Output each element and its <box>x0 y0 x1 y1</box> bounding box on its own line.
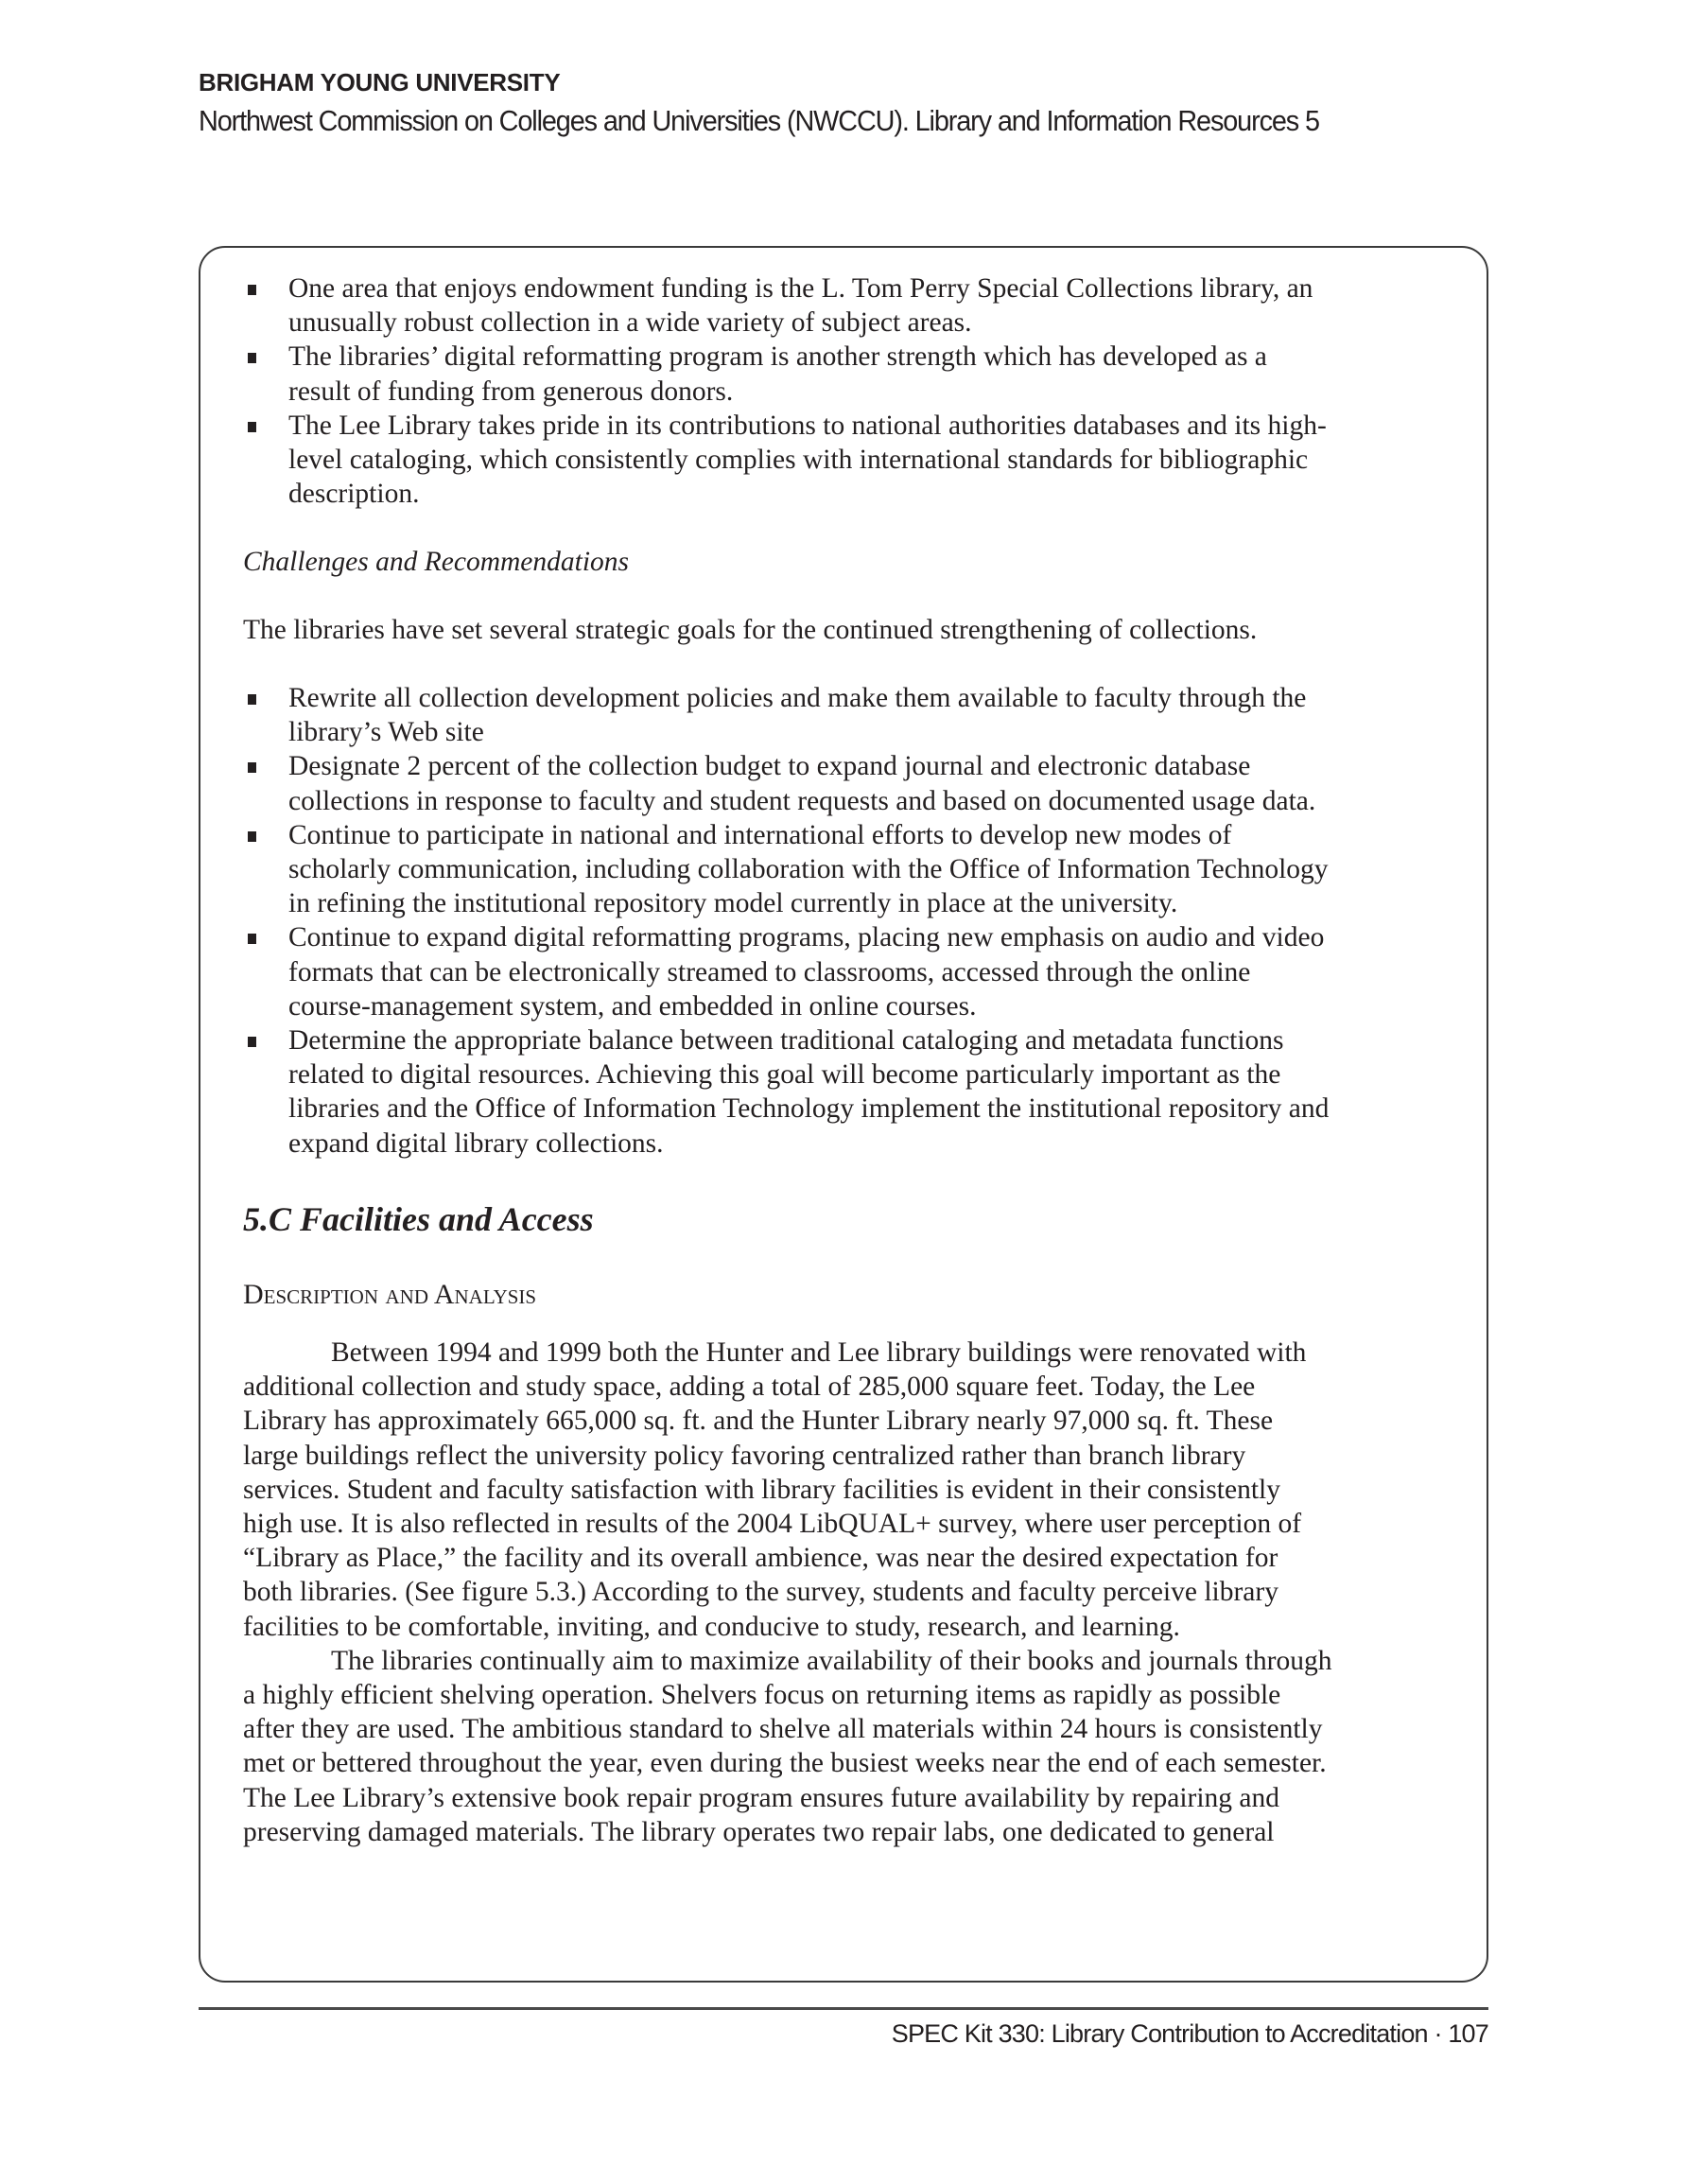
list-item-line: collections in response to faculty and student requests and based on documented usage data. <box>288 785 1316 816</box>
list-item-line: description. <box>288 479 420 510</box>
paragraph-line: preserving damaged materials. The library operates two repair labs, one dedicated to general <box>243 1816 1275 1847</box>
paragraph-line: large buildings reflect the university policy favoring centralized rather than branch library <box>243 1440 1246 1471</box>
paragraph-line: The Lee Library’s extensive book repair program ensures future availability by repairing and <box>243 1782 1280 1813</box>
list-item-line: Continue to expand digital reformatting programs, placing new emphasis on audio and video <box>288 922 1325 953</box>
paragraph-line: facilities to be comfortable, inviting, and conducive to study, research, and learning. <box>243 1611 1180 1642</box>
list-item-line: result of funding from generous donors. <box>288 376 734 407</box>
intro-text: The libraries have set several strategic goals for the continued strengthening of collections. <box>243 615 1258 645</box>
list-item-line: Rewrite all collection development policies and make them available to faculty through the <box>288 683 1307 713</box>
paragraph-line: services. Student and faculty satisfaction with library facilities is evident in their consistently <box>243 1474 1280 1505</box>
paragraph-line: met or bettered throughout the year, even during the busiest weeks near the end of each semester. <box>243 1748 1327 1779</box>
bullet-square-icon <box>248 1037 256 1047</box>
list-item-line: Determine the appropriate balance between traditional cataloging and metadata functions <box>288 1025 1284 1056</box>
list-item-line: Designate 2 percent of the collection budget to expand journal and electronic database <box>288 751 1251 782</box>
list-item-line: formats that can be electronically streamed to classrooms, accessed through the online <box>288 956 1251 987</box>
bullet-square-icon <box>248 285 256 295</box>
bullet-square-icon <box>248 694 256 705</box>
section-subheading: Description and Analysis <box>243 1279 537 1310</box>
page-footer: SPEC Kit 330: Library Contribution to Accreditation · 107 <box>891 2019 1488 2048</box>
paragraph-line: The libraries continually aim to maximize availability of their books and journals through <box>331 1645 1332 1676</box>
list-item-line: library’s Web site <box>288 717 484 748</box>
bullet-square-icon <box>248 934 256 944</box>
subsection-heading: Challenges and Recommendations <box>243 547 630 577</box>
paragraph-line: “Library as Place,” the facility and its overall ambience, was near the desired expectation for <box>243 1543 1278 1574</box>
list-item-line: expand digital library collections. <box>288 1127 664 1159</box>
paragraph-line: both libraries. (See figure 5.3.) According to the survey, students and faculty perceive library <box>243 1577 1278 1608</box>
list-item-line: scholarly communication, including collaboration with the Office of Information Technology <box>288 854 1329 884</box>
footer-rule <box>199 2007 1488 2010</box>
bullet-square-icon <box>248 762 256 773</box>
list-item-line: unusually robust collection in a wide variety of subject areas. <box>288 307 972 339</box>
bullet-square-icon <box>248 422 256 432</box>
paragraph-line: additional collection and study space, adding a total of 285,000 square feet. Today, the Lee <box>243 1372 1256 1403</box>
list-item-line: related to digital resources. Achieving this goal will become particularly important as the <box>288 1059 1281 1091</box>
list-item-line: Continue to participate in national and international efforts to develop new modes of <box>288 819 1232 850</box>
paragraph-line: Between 1994 and 1999 both the Hunter and Lee library buildings were renovated with <box>331 1337 1307 1368</box>
bullet-square-icon <box>248 353 256 363</box>
paragraph-line: a highly efficient shelving operation. Shelvers focus on returning items as rapidly as possible <box>243 1680 1281 1710</box>
paragraph-line: Library has approximately 665,000 sq. ft. and the Hunter Library nearly 97,000 sq. ft. These <box>243 1406 1274 1437</box>
section-heading: 5.C Facilities and Access <box>243 1200 594 1238</box>
paragraph-line: after they are used. The ambitious standard to shelve all materials within 24 hours is consistently <box>243 1714 1323 1745</box>
list-item-line: The libraries’ digital reformatting program is another strength which has developed as a <box>288 341 1267 373</box>
document-subtitle: Northwest Commission on Colleges and Universities (NWCCU). Library and Information Resources 5 <box>199 104 1319 137</box>
list-item-line: in refining the institutional repository model currently in place at the university. <box>288 888 1178 919</box>
list-item-line: One area that enjoys endowment funding is the L. Tom Perry Special Collections library, an <box>288 273 1313 304</box>
list-item-line: level cataloging, which consistently complies with international standards for bibliographic <box>288 445 1309 475</box>
bullet-square-icon <box>248 831 256 842</box>
list-item-line: libraries and the Office of Information Technology implement the institutional repository and <box>288 1093 1330 1125</box>
list-item-line: course-management system, and embedded in online courses. <box>288 990 977 1022</box>
list-item-line: The Lee Library takes pride in its contributions to national authorities databases and its high- <box>288 410 1327 441</box>
paragraph-line: high use. It is also reflected in results of the 2004 LibQUAL+ survey, where user perception of <box>243 1509 1302 1539</box>
institution-title: BRIGHAM YOUNG UNIVERSITY <box>199 68 561 96</box>
